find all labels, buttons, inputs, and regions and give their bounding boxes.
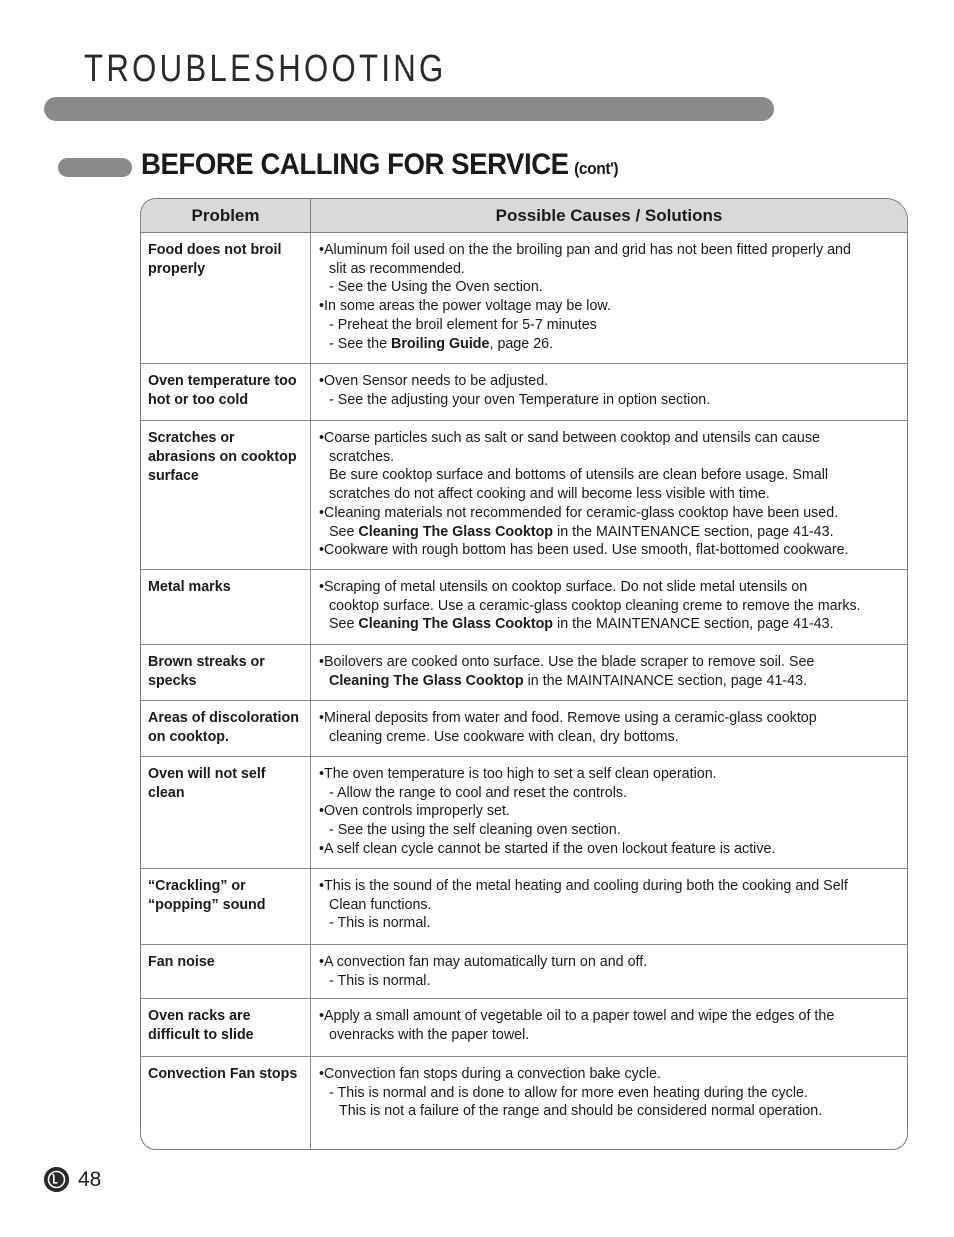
solution-cell — [311, 701, 907, 756]
solution-bullet — [319, 372, 903, 391]
problem-cell: Metal marks — [141, 570, 311, 644]
solution-bullet — [319, 840, 903, 859]
solution-cell — [311, 869, 907, 944]
solution-text: slit as recommended. — [329, 260, 465, 277]
problem-cell: Areas of discoloration on cooktop. — [141, 701, 311, 756]
solution-line — [319, 466, 903, 485]
solution-bullet — [319, 504, 903, 523]
solution-cell — [311, 757, 907, 868]
solution-bullet — [319, 578, 903, 597]
solution-text: This is not a failure of the range and should be considered normal operation. — [339, 1103, 823, 1120]
solution-line — [319, 278, 903, 297]
reference-text: Broiling Guide — [391, 335, 490, 352]
solution-line — [319, 523, 903, 542]
solution-text: cooktop surface. Use a ceramic-glass cooktop cleaning creme to remove the marks. — [329, 597, 861, 614]
solution-line — [319, 728, 903, 747]
table-row — [141, 570, 907, 645]
section-heading — [141, 148, 618, 182]
solution-text: Cleaning materials not recommended for ceramic-glass cooktop have been used. — [324, 504, 839, 521]
solution-text: in the MAINTENANCE section, page 41-43. — [553, 616, 834, 633]
solution-bullet — [319, 429, 903, 448]
solution-text: A self clean cycle cannot be started if the oven lockout feature is active. — [324, 840, 776, 857]
problem-cell: Oven racks are difficult to slide — [141, 999, 311, 1056]
reference-text: Cleaning The Glass Cooktop — [329, 672, 524, 689]
section-heading-suffix: (cont') — [574, 159, 619, 178]
solution-text: See — [329, 616, 359, 633]
solution-cell — [311, 999, 907, 1056]
solution-cell — [311, 364, 907, 420]
solution-cell — [311, 570, 907, 644]
solution-cell — [311, 421, 907, 569]
solution-line — [319, 597, 903, 616]
solution-line — [319, 821, 903, 840]
solution-text: See — [329, 523, 359, 540]
solution-text: - See the — [329, 335, 391, 352]
solution-line — [319, 896, 903, 915]
table-header — [141, 199, 907, 233]
solution-cell — [311, 645, 907, 700]
solution-bullet — [319, 241, 903, 260]
solution-line — [319, 1084, 903, 1103]
solution-text: Apply a small amount of vegetable oil to a paper towel and wipe the edges of the — [324, 1008, 835, 1024]
solution-text: The oven temperature is too high to set a self clean operation. — [324, 766, 717, 782]
reference-text: Cleaning The Glass Cooktop — [358, 616, 554, 633]
solution-line — [319, 260, 903, 279]
solution-text: Oven controls improperly set. — [324, 803, 510, 820]
solution-text: - See the adjusting your oven Temperature in option section. — [329, 391, 711, 408]
problem-cell: Fan noise — [141, 945, 311, 998]
table-body — [141, 233, 907, 1150]
solution-text: This is the sound of the metal heating and cooling during both the cooking and Self — [324, 878, 848, 894]
problem-cell: Food does not broil properly — [141, 233, 311, 363]
solution-text: Mineral deposits from water and food. Remove using a ceramic-glass cooktop — [324, 710, 817, 726]
solution-text: Oven Sensor needs to be adjusted. — [324, 373, 549, 389]
solution-text: Convection fan stops during a convection bake cycle. — [324, 1066, 661, 1082]
table-row — [141, 645, 907, 701]
solution-cell — [311, 1057, 907, 1150]
table-row — [141, 999, 907, 1057]
solution-text: scratches. — [329, 448, 395, 465]
solution-cell — [311, 233, 907, 363]
solution-line — [319, 784, 903, 803]
solution-line — [319, 391, 903, 410]
solution-line — [319, 1026, 903, 1045]
solution-line — [319, 1102, 903, 1121]
solution-bullet — [319, 653, 903, 672]
solution-bullet — [319, 297, 903, 316]
solution-line — [319, 485, 903, 504]
lg-logo-icon — [44, 1167, 69, 1192]
solution-line — [319, 672, 903, 691]
solution-line — [319, 914, 903, 933]
problem-cell: Oven will not self clean — [141, 757, 311, 868]
table-row — [141, 701, 907, 757]
page-title: TROUBLESHOOTING — [84, 48, 447, 90]
table-row — [141, 233, 907, 364]
solution-text: - This is normal and is done to allow for more even heating during the cycle. — [329, 1084, 808, 1101]
table-row — [141, 421, 907, 570]
solution-text: A convection fan may automatically turn on and off. — [324, 954, 648, 970]
table-row — [141, 945, 907, 999]
solution-text: scratches do not affect cooking and will become less visible with time. — [329, 486, 770, 503]
table-row — [141, 1057, 907, 1150]
table-row — [141, 757, 907, 869]
column-header-solutions: Possible Causes / Solutions — [495, 205, 723, 225]
column-header-problem: Problem — [141, 199, 311, 232]
solution-text: Clean functions. — [329, 896, 432, 913]
solution-bullet — [319, 953, 903, 972]
solution-text: - Preheat the broil element for 5-7 minutes — [329, 316, 597, 333]
solution-bullet — [319, 877, 903, 896]
solution-text: , page 26. — [489, 335, 554, 352]
section-pill-marker — [58, 158, 132, 177]
solution-line — [319, 972, 903, 991]
solution-text: cleaning creme. Use cookware with clean, dry bottoms. — [329, 728, 679, 745]
solution-text: Cookware with rough bottom has been used. Use smooth, flat-bottomed cookware. — [324, 542, 849, 559]
solution-text: Scraping of metal utensils on cooktop surface. Do not slide metal utensils on — [324, 579, 808, 595]
solution-bullet — [319, 802, 903, 821]
section-heading-text: BEFORE CALLING FOR SERVICE — [141, 148, 569, 181]
problem-cell: “Crackling” or “popping” sound — [141, 869, 311, 944]
page-number: 48 — [78, 1168, 102, 1191]
solution-text: Aluminum foil used on the the broiling pan and grid has not been fitted properly and — [324, 242, 851, 258]
problem-cell: Brown streaks or specks — [141, 645, 311, 700]
solution-text: ovenracks with the paper towel. — [329, 1026, 530, 1043]
solution-cell — [311, 945, 907, 998]
table-row — [141, 364, 907, 421]
solution-text: - This is normal. — [329, 972, 431, 989]
solution-text: Coarse particles such as salt or sand between cooktop and utensils can cause — [324, 430, 820, 446]
solution-text: - See the Using the Oven section. — [329, 279, 543, 296]
solution-line — [319, 335, 903, 354]
table-row — [141, 869, 907, 945]
solution-line — [319, 448, 903, 467]
solution-bullet — [319, 1065, 903, 1084]
solution-text: - Allow the range to cool and reset the controls. — [329, 784, 628, 801]
problem-cell: Convection Fan stops — [141, 1057, 311, 1150]
solution-bullet — [319, 541, 903, 560]
problem-cell: Oven temperature too hot or too cold — [141, 364, 311, 420]
solution-line — [319, 615, 903, 634]
solution-text: In some areas the power voltage may be low. — [324, 298, 611, 315]
solution-bullet — [319, 709, 903, 728]
solution-bullet — [319, 765, 903, 784]
reference-text: Cleaning The Glass Cooktop — [358, 523, 554, 540]
solution-text: in the MAINTENANCE section, page 41-43. — [553, 523, 834, 540]
solution-line — [319, 316, 903, 335]
solution-text: Be sure cooktop surface and bottoms of utensils are clean before usage. Small — [329, 467, 829, 484]
solution-text: - This is normal. — [329, 915, 431, 932]
solution-text: - See the using the self cleaning oven section. — [329, 822, 621, 839]
solution-text: in the MAINTAINANCE section, page 41-43. — [523, 672, 808, 689]
troubleshooting-table — [140, 198, 908, 1150]
problem-cell: Scratches or abrasions on cooktop surface — [141, 421, 311, 569]
solution-bullet — [319, 1007, 903, 1026]
solution-text: Boilovers are cooked onto surface. Use the blade scraper to remove soil. See — [324, 654, 815, 670]
title-underline-bar — [44, 97, 774, 121]
